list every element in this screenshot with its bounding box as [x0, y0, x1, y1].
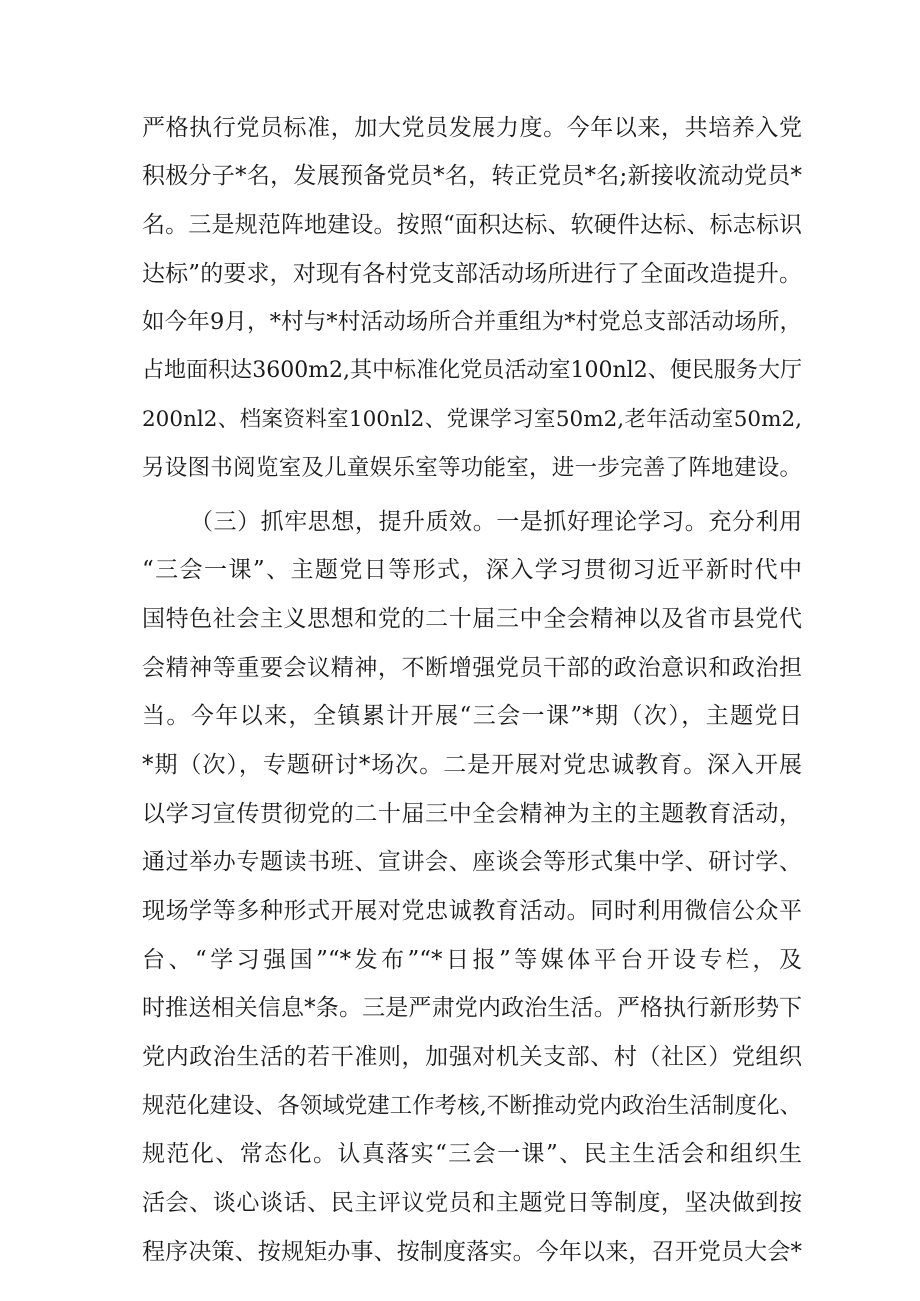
- text-line: 通过举办专题读书班、宣讲会、座谈会等形式集中学、研讨学、: [142, 849, 802, 875]
- text-line: 规范化建设、各领域党建工作考核,不断推动党内政治生活制度化、: [142, 1093, 802, 1119]
- text-line: 积极分子*名，发展预备党员*名，转正党员*名;新接收流动党员*: [142, 163, 802, 189]
- text-line: 规范化、常态化。认真落实“三会一课”、民主生活会和组织生: [142, 1141, 802, 1167]
- text-line: 现场学等多种形式开展对党忠诚教育活动。同时利用微信公众平: [142, 898, 802, 924]
- text-line: 会精神等重要会议精神，不断增强党员干部的政治意识和政治担: [142, 655, 802, 681]
- text-line: 以学习宣传贯彻党的二十届三中全会精神为主的主题教育活动，: [142, 801, 802, 827]
- text-line: 当。今年以来，全镇累计开展“三会一课”*期（次），主题党日: [142, 703, 802, 729]
- text-line: 达标”的要求，对现有各村党支部活动场所进行了全面改造提升。: [142, 261, 802, 287]
- text-line: 活会、谈心谈话、民主评议党员和主题党日等制度，坚决做到按: [142, 1190, 802, 1216]
- text-line: 程序决策、按规矩办事、按制度落实。今年以来，召开党员大会*: [142, 1239, 802, 1265]
- text-line: 国特色社会主义思想和党的二十届三中全会精神以及省市县党代: [142, 606, 802, 632]
- text-line: 时推送相关信息*条。三是严肃党内政治生活。严格执行新形势下: [142, 995, 802, 1021]
- text-line: 200nl2、档案资料室100nl2、党课学习室50m2,老年活动室50m2,: [142, 407, 802, 432]
- text-line: （三）抓牢思想，提升质效。一是抓好理论学习。充分利用: [190, 509, 802, 535]
- text-line: 占地面积达3600m2,其中标准化党员活动室100nl2、便民服务大厅: [142, 358, 802, 383]
- text-line: 台、“学习强国”“*发布”“*日报”等媒体平台开设专栏，及: [142, 947, 802, 973]
- text-line: 党内政治生活的若干准则，加强对机关支部、村（社区）党组织: [142, 1044, 802, 1070]
- text-line: 名。三是规范阵地建设。按照“面积达标、软硬件达标、标志标识: [142, 212, 802, 238]
- text-line: 严格执行党员标准，加大党员发展力度。今年以来，共培养入党: [142, 115, 802, 141]
- text-line: “三会一课”、主题党日等形式，深入学习贯彻习近平新时代中: [142, 557, 802, 583]
- text-line: *期（次），专题研讨*场次。二是开展对党忠诚教育。深入开展: [142, 752, 802, 778]
- text-line: 如今年9月，*村与*村活动场所合并重组为*村党总支部活动场所，: [142, 309, 802, 335]
- text-line: 另设图书阅览室及儿童娱乐室等功能室，进一步完善了阵地建设。: [142, 455, 802, 481]
